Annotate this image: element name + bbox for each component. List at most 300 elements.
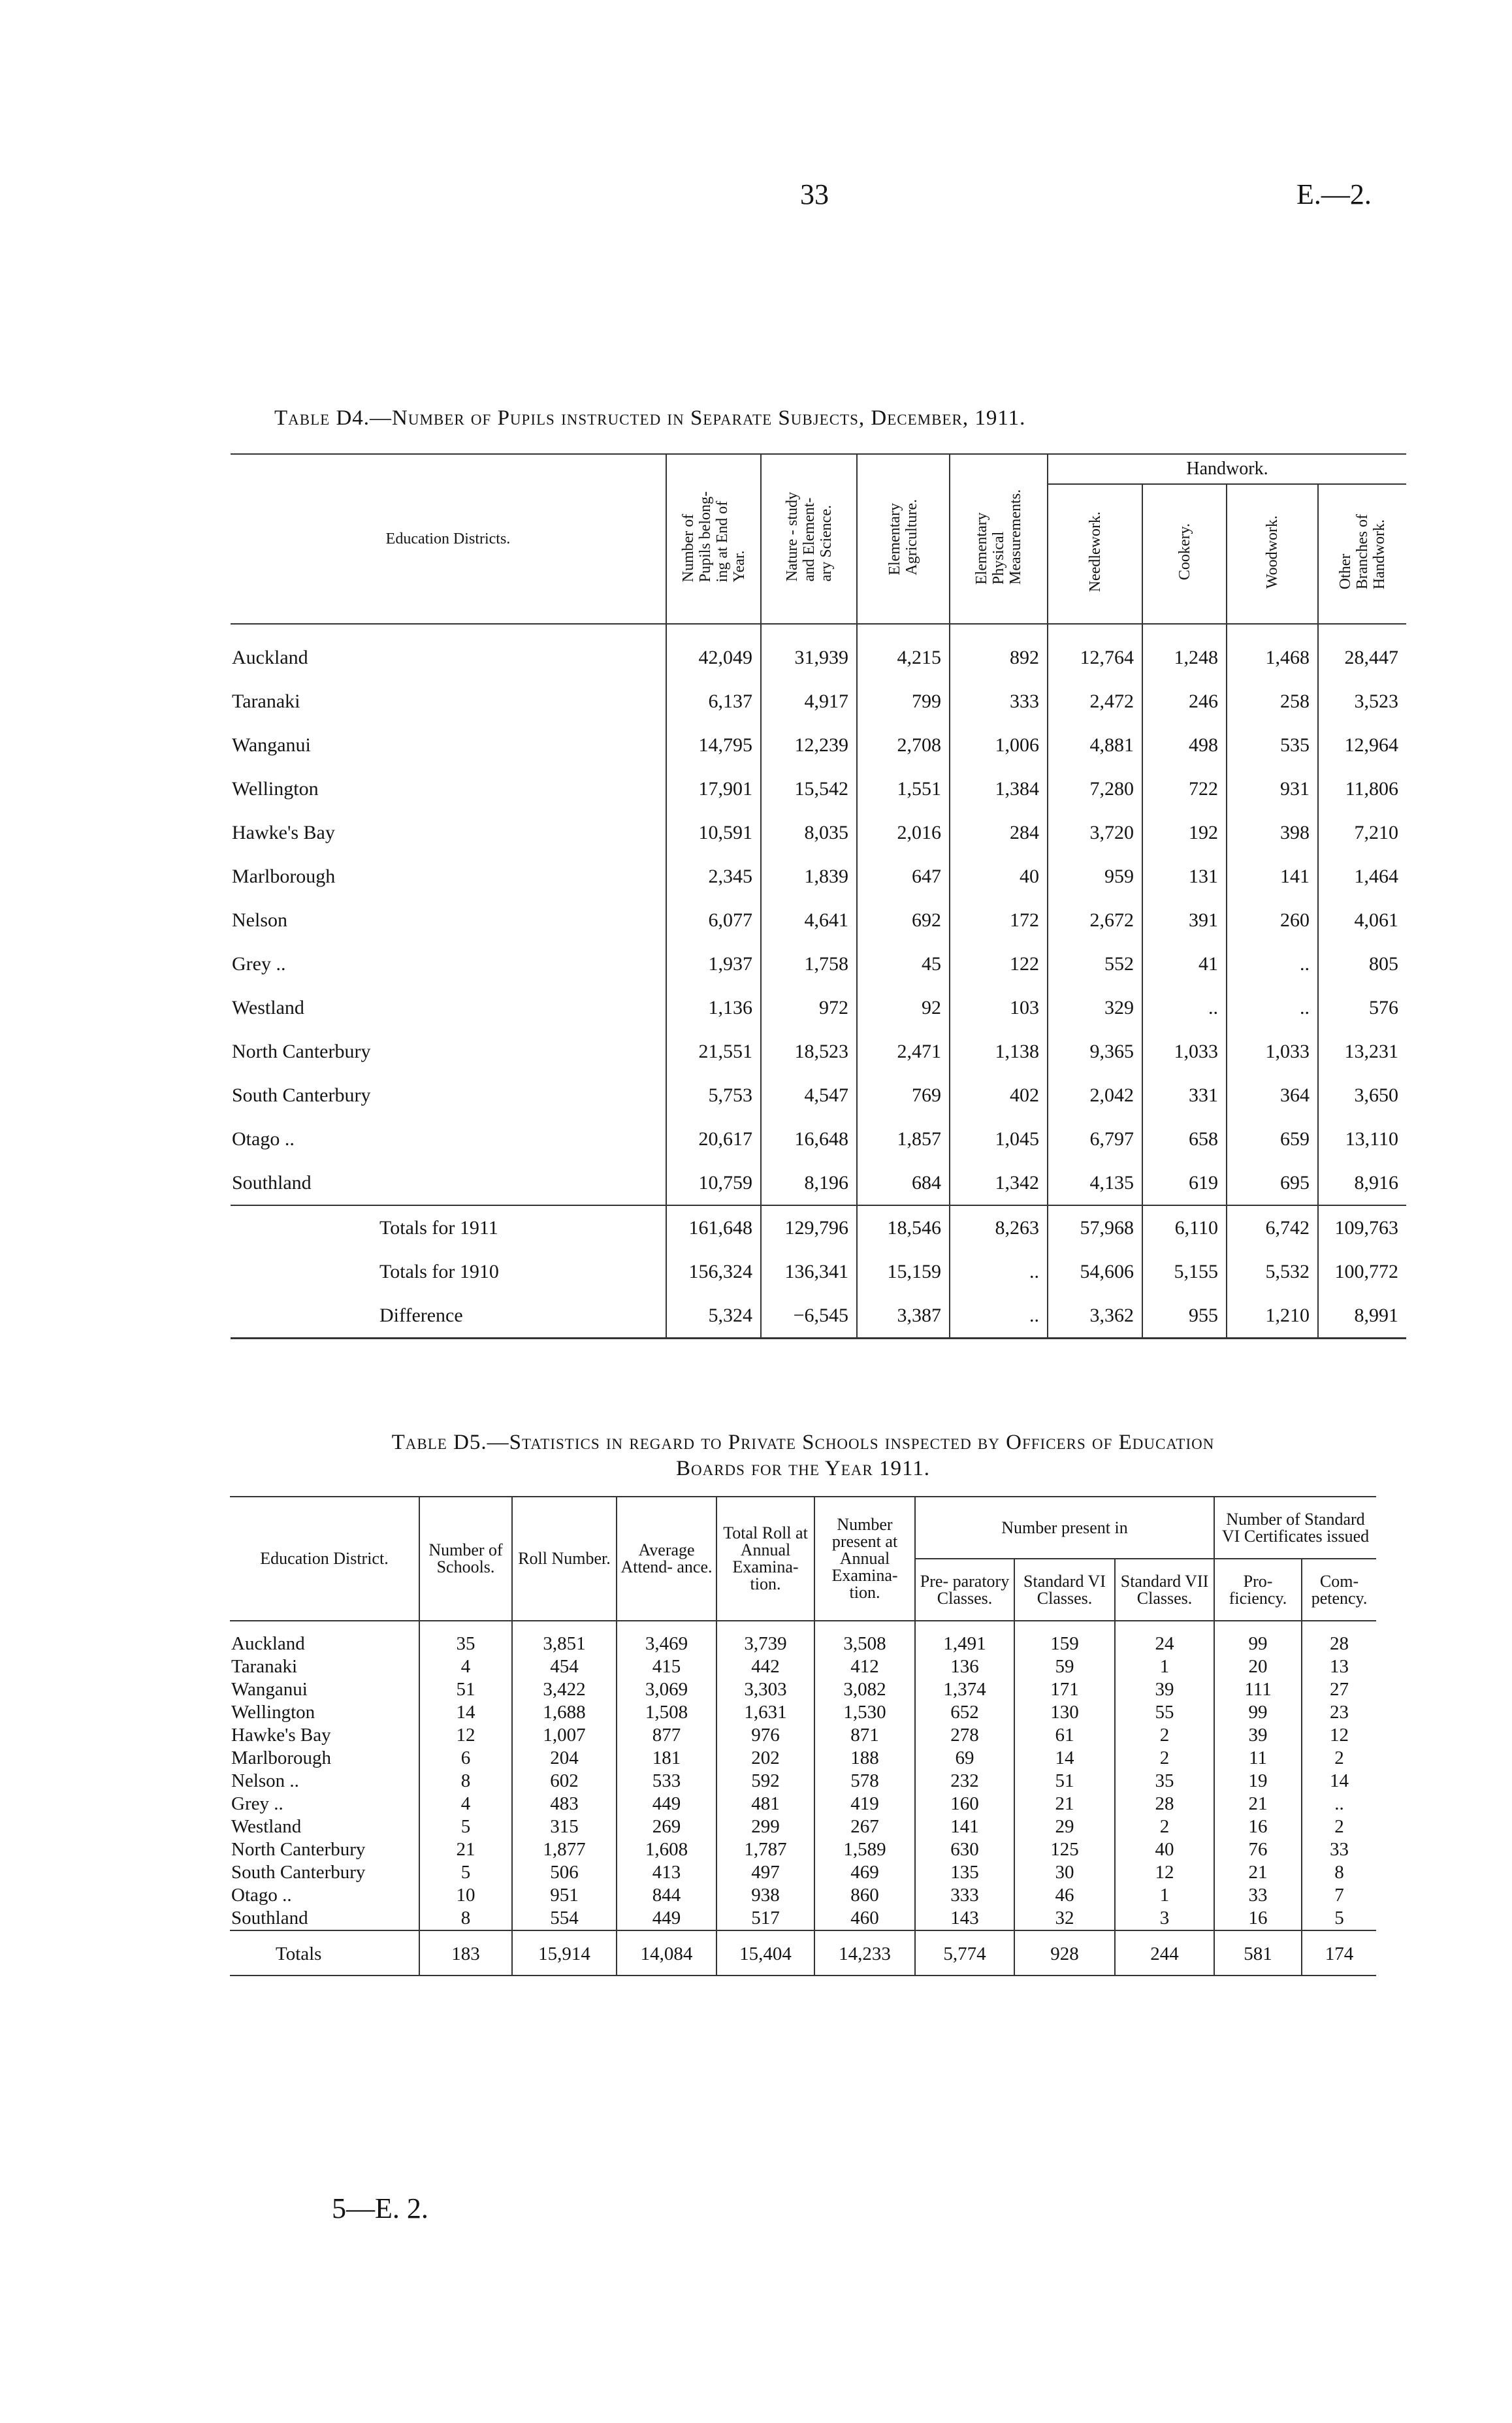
table-cell: 1,758 xyxy=(761,942,857,986)
table-cell: 602 xyxy=(512,1770,617,1793)
table-cell: 3,422 xyxy=(512,1678,617,1701)
district-label: Wellington xyxy=(232,777,319,800)
table-cell: 692 xyxy=(857,898,950,942)
d5-header-district: Education District. xyxy=(260,1549,389,1568)
table-cell: 100,772 xyxy=(1318,1250,1406,1293)
table-cell: 6,077 xyxy=(666,898,761,942)
table-cell: 99 xyxy=(1214,1621,1302,1655)
table-cell: 6 xyxy=(419,1747,512,1770)
district-name: Hawke's Bay xyxy=(231,1725,331,1746)
table-cell: 517 xyxy=(716,1907,814,1930)
district-name: Nelson .. xyxy=(231,1770,299,1791)
table-cell: 877 xyxy=(617,1724,716,1747)
table-cell: 449 xyxy=(617,1907,716,1930)
table-cell: 14,084 xyxy=(617,1930,716,1976)
district-name xyxy=(231,767,666,811)
table-cell: 6,742 xyxy=(1227,1205,1318,1250)
table-cell: 143 xyxy=(915,1907,1014,1930)
table-cell: 647 xyxy=(857,854,950,898)
table-cell: 99 xyxy=(1214,1701,1302,1724)
table-cell: 931 xyxy=(1227,767,1318,811)
table-cell: 61 xyxy=(1014,1724,1115,1747)
table-cell: 51 xyxy=(419,1678,512,1701)
table-row xyxy=(231,854,1406,898)
table-d5 xyxy=(230,1496,1376,1979)
table-cell: 21 xyxy=(1214,1793,1302,1815)
table-cell: 469 xyxy=(814,1861,915,1884)
table-cell: 6,110 xyxy=(1142,1205,1227,1250)
table-cell: 172 xyxy=(950,898,1048,942)
table-cell: 1,877 xyxy=(512,1838,617,1861)
table-cell: 1,551 xyxy=(857,767,950,811)
table-cell: 10,591 xyxy=(666,811,761,854)
table-cell: 12,764 xyxy=(1048,624,1142,679)
table-cell: 4 xyxy=(419,1655,512,1678)
table-cell: 136 xyxy=(915,1655,1014,1678)
table-cell: 955 xyxy=(1142,1293,1227,1339)
table-cell: 412 xyxy=(814,1655,915,1678)
totals-row xyxy=(230,1930,1376,1976)
table-cell: 592 xyxy=(716,1770,814,1793)
table-cell: 55 xyxy=(1115,1701,1214,1724)
table-cell: 658 xyxy=(1142,1117,1227,1161)
table-cell: 1,839 xyxy=(761,854,857,898)
d5-header-competency: Com- petency. xyxy=(1302,1559,1376,1621)
d4-header-district: Education Districts. xyxy=(385,530,511,547)
table-cell: 460 xyxy=(814,1907,915,1930)
table-cell: 13,110 xyxy=(1318,1117,1406,1161)
table-cell: 1,464 xyxy=(1318,854,1406,898)
table-cell: 695 xyxy=(1227,1161,1318,1205)
table-cell: 4,641 xyxy=(761,898,857,942)
table-cell: 2 xyxy=(1115,1747,1214,1770)
table-cell: 1,787 xyxy=(716,1838,814,1861)
table-cell: 3,650 xyxy=(1318,1073,1406,1117)
table-cell: 267 xyxy=(814,1815,915,1838)
table-cell: 246 xyxy=(1142,679,1227,723)
table-cell: 20,617 xyxy=(666,1117,761,1161)
totals-label: Totals for 1911 xyxy=(231,1205,666,1250)
table-cell: 41 xyxy=(1142,942,1227,986)
table-cell: 1,530 xyxy=(814,1701,915,1724)
table-cell: 413 xyxy=(617,1861,716,1884)
table-row xyxy=(230,1747,1376,1770)
table-cell: 8,263 xyxy=(950,1205,1048,1250)
table-cell: 498 xyxy=(1142,723,1227,767)
table-cell: 31,939 xyxy=(761,624,857,679)
d4-header-pupils: Number of Pupils belong- ing at End of Year. xyxy=(666,454,761,624)
table-row xyxy=(231,723,1406,767)
table-cell: 576 xyxy=(1318,986,1406,1030)
d4-header-woodwork: Woodwork. xyxy=(1227,484,1318,624)
district-label: North Canterbury xyxy=(232,1040,371,1062)
table-cell: 92 xyxy=(857,986,950,1030)
table-cell: 12,239 xyxy=(761,723,857,767)
table-cell: .. xyxy=(950,1293,1048,1339)
table-row xyxy=(230,1724,1376,1747)
district-name: North Canterbury xyxy=(231,1839,366,1860)
table-cell: 171 xyxy=(1014,1678,1115,1701)
table-cell: 183 xyxy=(419,1930,512,1976)
table-row xyxy=(230,1884,1376,1907)
table-cell: 1,045 xyxy=(950,1117,1048,1161)
table-cell: 578 xyxy=(814,1770,915,1793)
table-cell: 7 xyxy=(1302,1884,1376,1907)
table-cell: 684 xyxy=(857,1161,950,1205)
table-cell: 54,606 xyxy=(1048,1250,1142,1293)
table-cell: 1 xyxy=(1115,1884,1214,1907)
table-cell: 8,035 xyxy=(761,811,857,854)
table-row xyxy=(230,1907,1376,1930)
table-cell: 32 xyxy=(1014,1907,1115,1930)
table-cell: 8 xyxy=(419,1907,512,1930)
table-cell: 3,523 xyxy=(1318,679,1406,723)
d5-header-attendance: Average Attend- ance. xyxy=(617,1497,716,1621)
table-cell: 27 xyxy=(1302,1678,1376,1701)
table-cell: 12 xyxy=(1302,1724,1376,1747)
district-name xyxy=(231,1117,666,1161)
district-name xyxy=(231,942,666,986)
table-cell: 3,387 xyxy=(857,1293,950,1339)
table-cell: 16,648 xyxy=(761,1117,857,1161)
district-name xyxy=(231,986,666,1030)
table-cell: 18,523 xyxy=(761,1030,857,1073)
district-label: Auckland xyxy=(232,646,308,668)
table-d5-caption-line2: Boards for the Year 1911. xyxy=(675,1457,931,1480)
table-cell: 3,082 xyxy=(814,1678,915,1701)
table-cell: 928 xyxy=(1014,1930,1115,1976)
district-name xyxy=(231,1161,666,1205)
table-cell: .. xyxy=(1302,1793,1376,1815)
district-name xyxy=(231,854,666,898)
table-cell: 10,759 xyxy=(666,1161,761,1205)
table-cell: 30 xyxy=(1014,1861,1115,1884)
district-name xyxy=(231,898,666,942)
table-cell: 1,688 xyxy=(512,1701,617,1724)
table-cell: 5 xyxy=(419,1815,512,1838)
table-cell: 331 xyxy=(1142,1073,1227,1117)
table-cell: 1 xyxy=(1115,1655,1214,1678)
table-cell: .. xyxy=(1227,942,1318,986)
d4-header-other-branches: Other Branches of Handwork. xyxy=(1318,484,1406,624)
table-cell: 1,006 xyxy=(950,723,1048,767)
table-cell: 419 xyxy=(814,1793,915,1815)
table-cell: 506 xyxy=(512,1861,617,1884)
table-cell: 33 xyxy=(1214,1884,1302,1907)
table-cell: 45 xyxy=(857,942,950,986)
table-cell: 19 xyxy=(1214,1770,1302,1793)
table-row xyxy=(231,942,1406,986)
d5-header-standard-vi: Standard VI Classes. xyxy=(1014,1559,1115,1621)
table-cell: 42,049 xyxy=(666,624,761,679)
table-cell: 161,648 xyxy=(666,1205,761,1250)
totals-label: Totals for 1910 xyxy=(379,1260,499,1282)
table-cell: 15,404 xyxy=(716,1930,814,1976)
table-cell: 5,155 xyxy=(1142,1250,1227,1293)
table-cell: 552 xyxy=(1048,942,1142,986)
table-cell: 284 xyxy=(950,811,1048,854)
table-cell: 619 xyxy=(1142,1161,1227,1205)
table-cell: 449 xyxy=(617,1793,716,1815)
d4-header-needlework: Needlework. xyxy=(1048,484,1142,624)
table-cell: 2 xyxy=(1115,1724,1214,1747)
table-cell: 28,447 xyxy=(1318,624,1406,679)
table-cell: 125 xyxy=(1014,1838,1115,1861)
table-cell: 202 xyxy=(716,1747,814,1770)
table-cell: 6,797 xyxy=(1048,1117,1142,1161)
district-label: Nelson xyxy=(232,909,287,931)
d5-header-proficiency: Pro- ficiency. xyxy=(1214,1559,1302,1621)
table-cell: 14 xyxy=(1302,1770,1376,1793)
table-d5-caption-line1: Table D5.—Statistics in regard to Private Schools inspected by Officers of Education xyxy=(391,1431,1215,1454)
table-row xyxy=(231,624,1406,679)
d4-header-nature-study: Nature - study and Element- ary Science. xyxy=(761,454,857,624)
district-label: Grey .. xyxy=(232,952,286,975)
table-cell: 6,137 xyxy=(666,679,761,723)
table-cell: 11,806 xyxy=(1318,767,1406,811)
table-cell: 976 xyxy=(716,1724,814,1747)
table-row xyxy=(230,1678,1376,1701)
d5-header-standard-vii: Standard VII Classes. xyxy=(1115,1559,1214,1621)
table-cell: 3,069 xyxy=(617,1678,716,1701)
table-cell: 7,280 xyxy=(1048,767,1142,811)
table-cell: 3,851 xyxy=(512,1621,617,1655)
table-cell: 21 xyxy=(1014,1793,1115,1815)
table-cell: 3,469 xyxy=(617,1621,716,1655)
table-cell: 402 xyxy=(950,1073,1048,1117)
table-cell: 135 xyxy=(915,1861,1014,1884)
table-cell: 11 xyxy=(1214,1747,1302,1770)
table-cell: 111 xyxy=(1214,1678,1302,1701)
district-name xyxy=(231,624,666,679)
table-cell: 24 xyxy=(1115,1621,1214,1655)
table-cell: 14 xyxy=(419,1701,512,1724)
table-cell: 2,016 xyxy=(857,811,950,854)
table-cell: 2 xyxy=(1115,1815,1214,1838)
table-cell: 4 xyxy=(419,1793,512,1815)
table-cell: 1,384 xyxy=(950,767,1048,811)
table-row xyxy=(231,811,1406,854)
table-cell: 15,914 xyxy=(512,1930,617,1976)
table-cell: 454 xyxy=(512,1655,617,1678)
table-cell: 192 xyxy=(1142,811,1227,854)
table-row xyxy=(230,1838,1376,1861)
table-cell: 35 xyxy=(1115,1770,1214,1793)
table-cell: 8 xyxy=(1302,1861,1376,1884)
table-cell: 278 xyxy=(915,1724,1014,1747)
district-label: Westland xyxy=(232,996,304,1018)
table-cell: 5,774 xyxy=(915,1930,1014,1976)
d5-header-present-in: Number present in xyxy=(915,1497,1214,1559)
table-row xyxy=(231,1117,1406,1161)
d4-header-cookery: Cookery. xyxy=(1142,484,1227,624)
totals-row xyxy=(231,1293,1406,1339)
table-cell: 1,491 xyxy=(915,1621,1014,1655)
table-cell: 14,233 xyxy=(814,1930,915,1976)
district-name: Wellington xyxy=(231,1702,315,1723)
table-cell: 51 xyxy=(1014,1770,1115,1793)
totals-label: Difference xyxy=(379,1304,463,1326)
table-cell: 4,215 xyxy=(857,624,950,679)
table-cell: 122 xyxy=(950,942,1048,986)
d5-header-total-roll: Total Roll at Annual Examina- tion. xyxy=(716,1497,814,1621)
table-cell: 497 xyxy=(716,1861,814,1884)
table-cell: 16 xyxy=(1214,1907,1302,1930)
table-cell: 18,546 xyxy=(857,1205,950,1250)
d5-body xyxy=(230,1621,1376,1976)
table-row xyxy=(230,1770,1376,1793)
table-cell: 860 xyxy=(814,1884,915,1907)
table-cell: 181 xyxy=(617,1747,716,1770)
table-cell: 130 xyxy=(1014,1701,1115,1724)
table-cell: 972 xyxy=(761,986,857,1030)
table-cell: 20 xyxy=(1214,1655,1302,1678)
d4-body xyxy=(231,624,1406,1339)
table-cell: 1,007 xyxy=(512,1724,617,1747)
table-cell: 4,881 xyxy=(1048,723,1142,767)
table-cell: 136,341 xyxy=(761,1250,857,1293)
table-cell: 76 xyxy=(1214,1838,1302,1861)
table-row xyxy=(231,679,1406,723)
district-name xyxy=(231,1073,666,1117)
table-row xyxy=(230,1793,1376,1815)
table-cell: 260 xyxy=(1227,898,1318,942)
table-cell: 2,345 xyxy=(666,854,761,898)
table-d4-caption: Table D4.—Number of Pupils instructed in Separate Subjects, December, 1911. xyxy=(274,406,1026,430)
table-d4 xyxy=(231,453,1406,1342)
table-cell: 21,551 xyxy=(666,1030,761,1073)
table-row xyxy=(230,1621,1376,1655)
table-cell: 33 xyxy=(1302,1838,1376,1861)
district-name: Southland xyxy=(231,1908,308,1928)
table-cell: 315 xyxy=(512,1815,617,1838)
table-cell: 364 xyxy=(1227,1073,1318,1117)
d5-header-present-exam: Number present at Annual Examina- tion. xyxy=(814,1497,915,1621)
table-cell: 4,061 xyxy=(1318,898,1406,942)
table-cell: 109,763 xyxy=(1318,1205,1406,1250)
table-cell: 28 xyxy=(1115,1793,1214,1815)
table-cell: 14 xyxy=(1014,1747,1115,1770)
table-row xyxy=(230,1655,1376,1678)
table-cell: 799 xyxy=(857,679,950,723)
table-cell: 232 xyxy=(915,1770,1014,1793)
district-name: Grey .. xyxy=(231,1793,283,1814)
page-reference: E.—2. xyxy=(1296,178,1372,210)
table-cell: 59 xyxy=(1014,1655,1115,1678)
table-cell: 391 xyxy=(1142,898,1227,942)
district-name: Marlborough xyxy=(231,1748,332,1768)
table-cell: 15,159 xyxy=(857,1250,950,1293)
table-cell: 13,231 xyxy=(1318,1030,1406,1073)
district-label: Marlborough xyxy=(232,865,336,887)
table-cell: 3,720 xyxy=(1048,811,1142,854)
district-name xyxy=(231,811,666,854)
table-row xyxy=(230,1815,1376,1838)
table-cell: 12 xyxy=(419,1724,512,1747)
table-cell: 17,901 xyxy=(666,767,761,811)
table-cell: 8,991 xyxy=(1318,1293,1406,1339)
district-label: South Canterbury xyxy=(232,1084,371,1106)
table-cell: 28 xyxy=(1302,1621,1376,1655)
table-cell: 10 xyxy=(419,1884,512,1907)
table-cell: 141 xyxy=(915,1815,1014,1838)
table-cell: 2 xyxy=(1302,1747,1376,1770)
d4-header-physical-measurements: Elementary Physical Measurements. xyxy=(950,454,1048,624)
table-cell: 1,857 xyxy=(857,1117,950,1161)
table-row xyxy=(231,1030,1406,1073)
table-cell: 398 xyxy=(1227,811,1318,854)
table-cell: 159 xyxy=(1014,1621,1115,1655)
table-row xyxy=(231,767,1406,811)
district-name: Auckland xyxy=(231,1633,305,1654)
table-cell: 29 xyxy=(1014,1815,1115,1838)
district-name xyxy=(231,1030,666,1073)
table-cell: 581 xyxy=(1214,1930,1302,1976)
table-cell: 951 xyxy=(512,1884,617,1907)
table-cell: 481 xyxy=(716,1793,814,1815)
table-cell: 535 xyxy=(1227,723,1318,767)
table-cell: 630 xyxy=(915,1838,1014,1861)
table-cell: 8 xyxy=(419,1770,512,1793)
table-cell: 1,508 xyxy=(617,1701,716,1724)
table-cell: 1,138 xyxy=(950,1030,1048,1073)
table-cell: 554 xyxy=(512,1907,617,1930)
table-cell: 9,365 xyxy=(1048,1030,1142,1073)
table-cell: 3 xyxy=(1115,1907,1214,1930)
district-label: Hawke's Bay xyxy=(232,821,335,843)
page-number: 33 xyxy=(800,178,829,210)
table-cell: 5,324 xyxy=(666,1293,761,1339)
table-cell: 40 xyxy=(950,854,1048,898)
table-cell: 69 xyxy=(915,1747,1014,1770)
table-cell: 156,324 xyxy=(666,1250,761,1293)
totals-row xyxy=(231,1250,1406,1293)
district-label: Wanganui xyxy=(232,734,311,756)
district-name xyxy=(231,679,666,723)
table-cell: 892 xyxy=(950,624,1048,679)
table-cell: 652 xyxy=(915,1701,1014,1724)
table-cell: 16 xyxy=(1214,1815,1302,1838)
table-cell: 40 xyxy=(1115,1838,1214,1861)
table-cell: 329 xyxy=(1048,986,1142,1030)
district-name: Westland xyxy=(231,1816,302,1837)
district-label: Taranaki xyxy=(232,690,300,712)
table-cell: 8,196 xyxy=(761,1161,857,1205)
table-cell: 258 xyxy=(1227,679,1318,723)
table-row xyxy=(231,1161,1406,1205)
district-name: South Canterbury xyxy=(231,1862,366,1883)
table-cell: 1,468 xyxy=(1227,624,1318,679)
d4-header-agriculture: Elementary Agriculture. xyxy=(857,454,950,624)
table-cell: 7,210 xyxy=(1318,811,1406,854)
table-cell: 14,795 xyxy=(666,723,761,767)
table-cell: 2,042 xyxy=(1048,1073,1142,1117)
table-cell: 13 xyxy=(1302,1655,1376,1678)
table-cell: 141 xyxy=(1227,854,1318,898)
table-cell: 5,753 xyxy=(666,1073,761,1117)
table-cell: 959 xyxy=(1048,854,1142,898)
table-cell: 3,508 xyxy=(814,1621,915,1655)
table-cell: 46 xyxy=(1014,1884,1115,1907)
table-cell: 659 xyxy=(1227,1117,1318,1161)
table-cell: 174 xyxy=(1302,1930,1376,1976)
table-cell: 2,472 xyxy=(1048,679,1142,723)
table-cell: 769 xyxy=(857,1073,950,1117)
table-cell: 269 xyxy=(617,1815,716,1838)
district-label: Otago .. xyxy=(232,1128,295,1150)
d4-header-handwork: Handwork. xyxy=(1048,454,1406,484)
table-cell: 938 xyxy=(716,1884,814,1907)
